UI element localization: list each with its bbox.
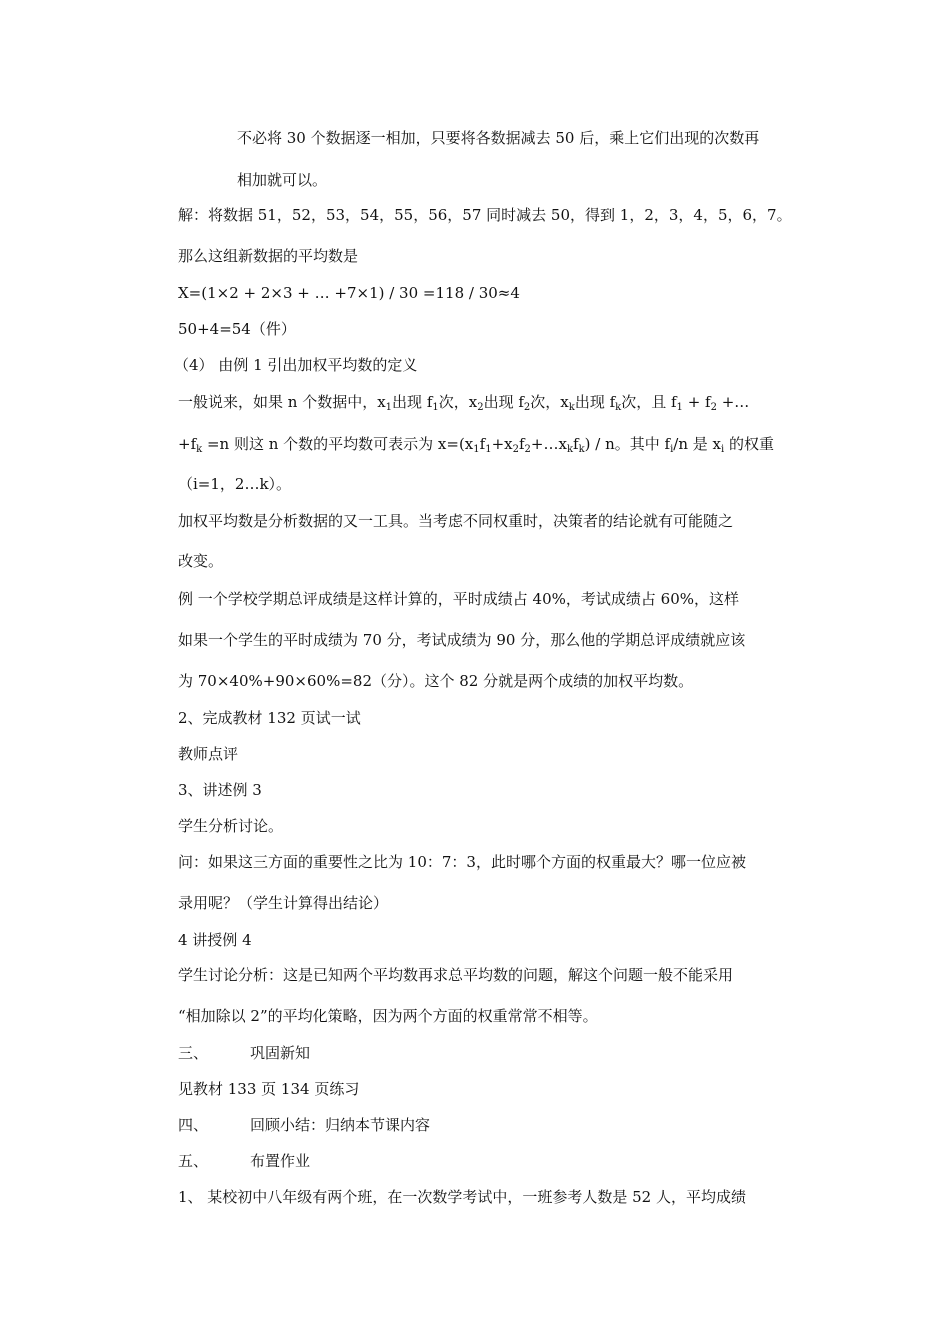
section-number: 五、: [178, 1152, 209, 1170]
step-line: 3、讲述例 3: [178, 781, 262, 799]
section-heading: [178, 1043, 310, 1063]
step-line: 4 讲授例 4: [178, 931, 252, 949]
question-line: 录用呢？（学生计算得出结论）: [178, 894, 389, 912]
section-heading: （4） 由例 1 引出加权平均数的定义: [174, 356, 418, 374]
section-number: 三、: [178, 1044, 209, 1062]
example-line: 如果一个学生的平时成绩为 70 分，考试成绩为 90 分，那么他的学期总评成绩就应该: [178, 631, 746, 649]
question-line: 问：如果这三方面的重要性之比为 10：7：3，此时哪个方面的权重最大？哪一位应被: [178, 853, 746, 871]
definition-formula-line: $+f_k =n$ 则这 n 个数的平均数可表示为 $x=(x_1f_1+x_2f_2+\dots x_kf_k) / n$。其中 $f_i/n$ 是 $x_i$ 的权重: [178, 435, 774, 455]
definition-line: 一般说来，如果 n 个数据中，$x_1$出现 $f_1$次，$x_2$出现 $f_2$次，$x_k$出现 $f_k$次，且 $f_1 + f_2$ +…: [178, 393, 750, 413]
example-line: 为 70×40%+90×60%=82（分）。这个 82 分就是两个成绩的加权平均数。: [178, 672, 694, 690]
solution-line: 解：将数据 51，52，53，54，55，56，57 同时减去 50，得到 1，2，3，4，5，6，7。: [178, 206, 792, 224]
section-heading: [178, 1115, 430, 1135]
paragraph-line: 见教材 133 页 134 页练习: [178, 1080, 360, 1098]
step-line: 2、完成教材 132 页试一试: [178, 709, 361, 727]
paragraph-line: 学生讨论分析：这是已知两个平均数再求总平均数的问题，解这个问题一般不能采用: [178, 966, 734, 984]
step-line: 教师点评: [178, 745, 239, 763]
paragraph-line: 不必将 30 个数据逐一相加，只要将各数据减去 50 后，乘上它们出现的次数再: [237, 129, 760, 147]
paragraph-line: “相加除以 2”的平均化策略，因为两个方面的权重常常不相等。: [178, 1007, 598, 1025]
paragraph-line: （i=1，2…k）。: [178, 475, 292, 493]
paragraph-line: 那么这组新数据的平均数是: [178, 247, 359, 265]
paragraph-line: 加权平均数是分析数据的又一工具。当考虑不同权重时，决策者的结论就有可能随之: [178, 512, 734, 530]
step-line: 学生分析讨论。: [178, 817, 284, 835]
section-number: 四、: [178, 1116, 209, 1134]
section-title: 巩固新知: [250, 1044, 311, 1062]
paragraph-line: 相加就可以。: [237, 171, 328, 189]
result-line: 50+4=54（件）: [178, 320, 296, 338]
exercise-line: 1、 某校初中八年级有两个班，在一次数学考试中，一班参考人数是 52 人，平均成绩: [178, 1188, 746, 1206]
paragraph-line: 改变。: [178, 552, 224, 570]
formula-line: X=(1×2 + 2×3 + … +7×1) / 30 =118 / 30≈4: [178, 284, 520, 302]
section-title: 回顾小结：归纳本节课内容: [250, 1116, 431, 1134]
section-heading: [178, 1151, 310, 1171]
example-line: 例 一个学校学期总评成绩是这样计算的，平时成绩占 40%，考试成绩占 60%，这样: [178, 590, 739, 608]
section-title: 布置作业: [250, 1152, 311, 1170]
